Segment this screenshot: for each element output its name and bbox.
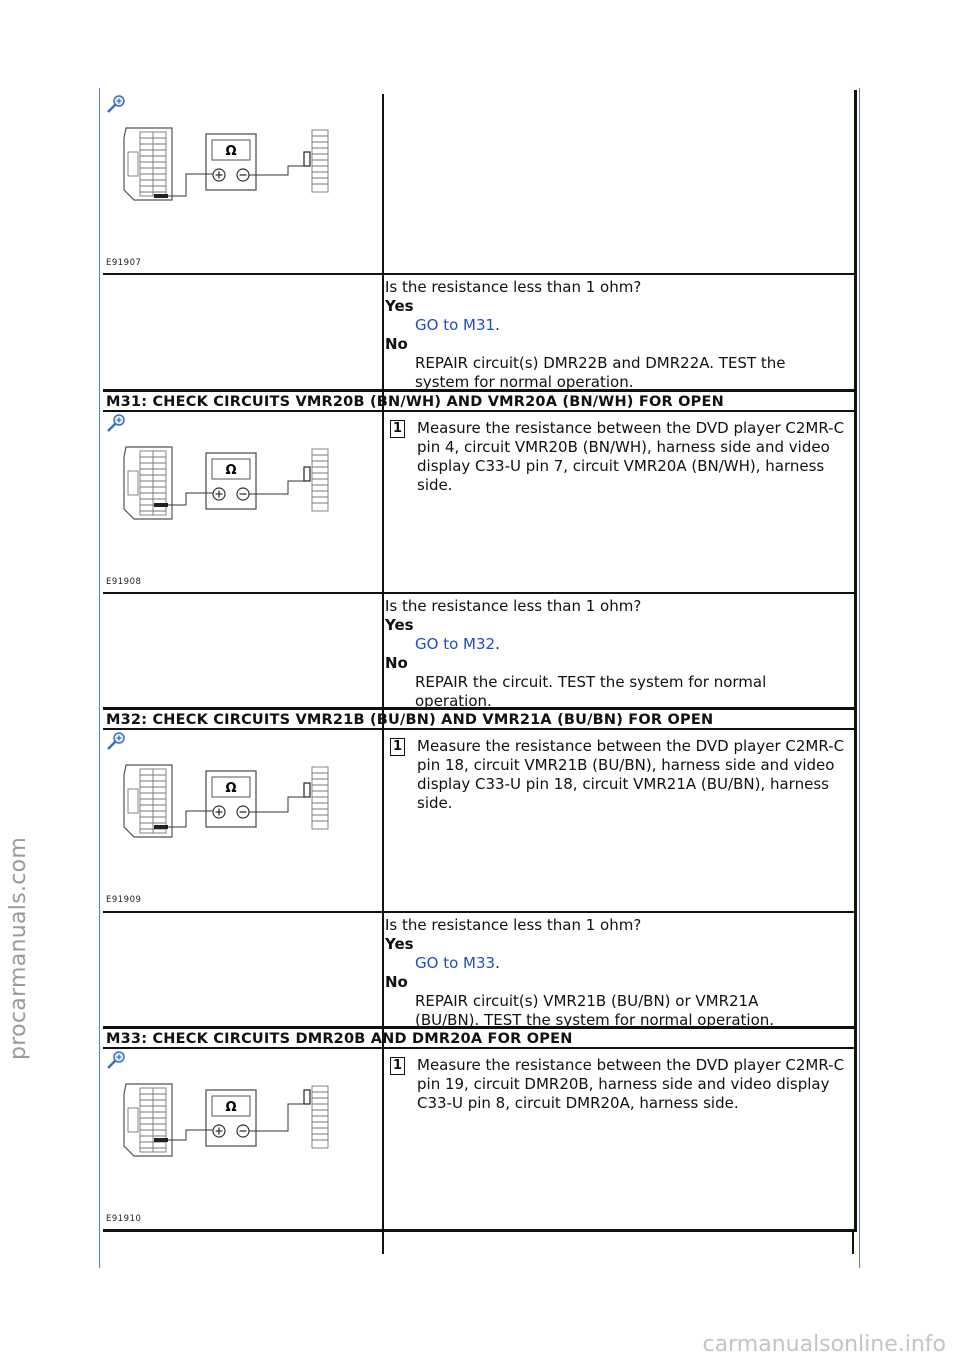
step-instruction: Measure the resistance between the DVD player C2MR-C pin 4, circuit VMR20B (BN/WH), harness side and video display C33-U pin 7, circuit VMR20A (BN/WH), harness side. [417, 419, 845, 494]
zoom-icon[interactable] [106, 731, 126, 751]
svg-text:Ω: Ω [225, 1100, 237, 1115]
figure-e91908 [106, 413, 382, 593]
zoom-icon[interactable] [106, 413, 126, 433]
section-heading-m33: M33: CHECK CIRCUITS DMR20B AND DMR20A FOR OPEN [106, 1031, 573, 1047]
wiring-diagram [118, 759, 340, 849]
link-period: . [495, 954, 500, 972]
row-divider [103, 410, 854, 412]
no-action-text: REPAIR circuit(s) DMR22B and DMR22A. TEST the system for normal operation. [415, 354, 786, 391]
figure-id: E91910 [106, 1214, 142, 1224]
go-to-m31-link[interactable]: GO to M31 [415, 316, 496, 334]
result-cell [385, 278, 851, 392]
figure-id: E91907 [106, 258, 142, 268]
yes-label: Yes [385, 297, 414, 315]
result-cell [385, 916, 851, 1030]
column-divider-tail [382, 1232, 384, 1254]
page-border-left [99, 88, 100, 1268]
no-action-text: REPAIR the circuit. TEST the system for normal operation. [415, 673, 767, 710]
row-divider [103, 1047, 854, 1049]
section-heading-m31: M31: CHECK CIRCUITS VMR20B (BN/WH) AND VMR20A (BN/WH) FOR OPEN [106, 394, 724, 410]
wiring-diagram [118, 122, 340, 212]
yes-label: Yes [385, 935, 414, 953]
column-divider [382, 94, 384, 1242]
figure-e91909 [106, 731, 382, 911]
svg-text:Ω: Ω [225, 781, 237, 796]
result-cell [385, 597, 851, 711]
step-instruction: Measure the resistance between the DVD player C2MR-C pin 18, circuit VMR21B (BU/BN), harness side and video display C33-U pin 18, circuit VMR21A (BU/BN), harness side. [417, 737, 845, 812]
step-instruction: Measure the resistance between the DVD player C2MR-C pin 19, circuit DMR20B, harness side and video display C33-U pin 8, circuit DMR20A, harness side. [417, 1056, 845, 1112]
section-heading-m32: M32: CHECK CIRCUITS VMR21B (BU/BN) AND VMR21A (BU/BN) FOR OPEN [106, 712, 714, 728]
no-action-text: REPAIR circuit(s) VMR21B (BU/BN) or VMR21A (BU/BN). TEST the system for normal operation. [415, 992, 775, 1029]
step-1 [390, 1056, 852, 1113]
zoom-icon[interactable] [106, 94, 126, 114]
step-number-badge: 1 [390, 1057, 405, 1075]
wiring-diagram [118, 441, 340, 531]
figure-id: E91908 [106, 577, 142, 587]
wiring-diagram [118, 1078, 340, 1168]
question-text: Is the resistance less than 1 ohm? [385, 278, 642, 296]
svg-text:Ω: Ω [225, 463, 237, 478]
no-label: No [385, 654, 408, 672]
figure-e91910 [106, 1050, 382, 1230]
side-watermark: procarmanuals.com [6, 836, 31, 1060]
step-1 [390, 737, 852, 813]
question-text: Is the resistance less than 1 ohm? [385, 916, 642, 934]
question-text: Is the resistance less than 1 ohm? [385, 597, 642, 615]
step-number-badge: 1 [390, 420, 405, 438]
go-to-m33-link[interactable]: GO to M33 [415, 954, 496, 972]
footer-watermark: carmanualsonline.info [702, 1332, 946, 1357]
yes-label: Yes [385, 616, 414, 634]
figure-id: E91909 [106, 895, 142, 905]
zoom-icon[interactable] [106, 1050, 126, 1070]
row-divider [103, 911, 854, 913]
svg-text:Ω: Ω [225, 144, 237, 159]
link-period: . [495, 635, 500, 653]
no-label: No [385, 335, 408, 353]
step-number-badge: 1 [390, 738, 405, 756]
link-period: . [495, 316, 500, 334]
go-to-m32-link[interactable]: GO to M32 [415, 635, 496, 653]
figure-e91907 [106, 94, 382, 274]
right-border-tail [852, 1232, 854, 1254]
row-divider [103, 728, 854, 730]
step-1 [390, 419, 852, 495]
page-border-right [859, 88, 860, 1268]
no-label: No [385, 973, 408, 991]
